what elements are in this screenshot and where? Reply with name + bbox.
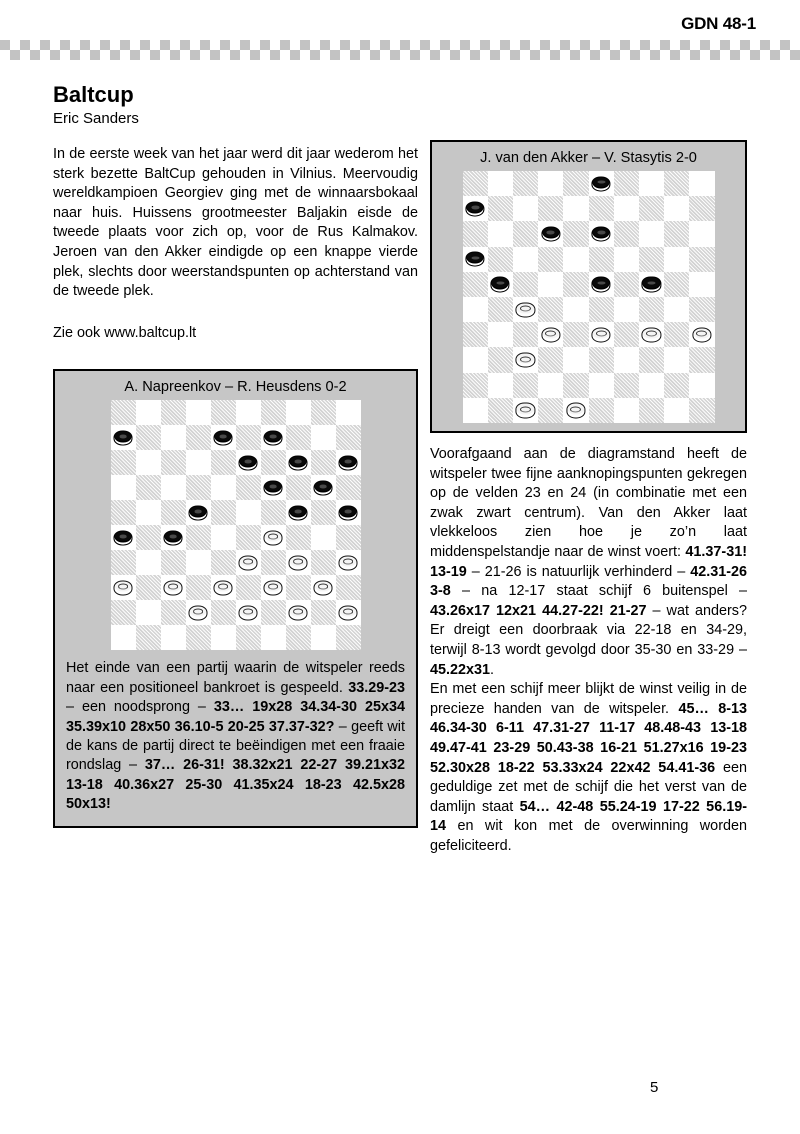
- board-square: [111, 550, 136, 575]
- board-square: [614, 297, 639, 322]
- board-square: [689, 297, 714, 322]
- rc-p2-text2: een geduldige zet met de schijf die het verst van de damlijn staat: [430, 759, 747, 815]
- board-square: [614, 322, 639, 347]
- board-square: [211, 425, 236, 450]
- board-square: [311, 550, 336, 575]
- board-square: [664, 322, 689, 347]
- white-piece: [289, 555, 308, 570]
- black-piece: [314, 480, 333, 495]
- board-square: [286, 550, 311, 575]
- white-piece: [541, 327, 560, 342]
- board-square: [286, 575, 311, 600]
- white-piece: [516, 352, 535, 367]
- board-square: [211, 400, 236, 425]
- board-square: [186, 475, 211, 500]
- left-diagram-caption: A. Napreenkov – R. Heusdens 0-2: [124, 379, 347, 396]
- white-piece: [516, 302, 535, 317]
- board-square: [286, 475, 311, 500]
- board-square: [563, 297, 588, 322]
- board-square: [664, 297, 689, 322]
- white-piece: [164, 580, 183, 595]
- board-square: [563, 398, 588, 423]
- board-square: [463, 247, 488, 272]
- right-diagram-caption: J. van den Akker – V. Stasytis 2-0: [480, 150, 697, 166]
- white-piece: [592, 327, 611, 342]
- board-square: [488, 373, 513, 398]
- board-square: [463, 347, 488, 372]
- rc-p2-text1: En met een schijf meer blijkt de winst veilig in de precieze handen van de witspeler.: [430, 681, 747, 717]
- board-square: [211, 500, 236, 525]
- board-square: [538, 171, 563, 196]
- board-square: [336, 525, 361, 550]
- board-square: [589, 171, 614, 196]
- board-square: [161, 600, 186, 625]
- right-commentary-paragraph-2: [430, 680, 747, 856]
- white-piece: [239, 605, 258, 620]
- board-square: [236, 550, 261, 575]
- left-comment-part3: – geeft wit de kans de partij direct te beëindigen met een fraaie rondslag –: [66, 718, 406, 774]
- board-square: [589, 196, 614, 221]
- board-square: [513, 398, 538, 423]
- board-square: [463, 373, 488, 398]
- board-square: [111, 450, 136, 475]
- board-square: [261, 400, 286, 425]
- board-square: [336, 450, 361, 475]
- board-square: [161, 475, 186, 500]
- board-square: [513, 272, 538, 297]
- page-title: Baltcup: [53, 82, 134, 107]
- black-piece: [642, 277, 661, 292]
- board-square: [161, 450, 186, 475]
- board-square: [336, 550, 361, 575]
- left-comment-part1: Het einde van een partij waarin de witspeler reeds naar een positioneel bankroet is gespeeld.: [66, 660, 405, 696]
- black-piece: [114, 530, 133, 545]
- black-piece: [114, 430, 133, 445]
- board-square: [311, 425, 336, 450]
- black-piece: [491, 277, 510, 292]
- board-square: [689, 196, 714, 221]
- board-square: [236, 575, 261, 600]
- rc-p1-moves4: 45.22x31: [430, 661, 491, 678]
- strip-row-bottom: [0, 50, 800, 60]
- board-square: [538, 373, 563, 398]
- white-piece: [339, 555, 358, 570]
- black-piece: [592, 226, 611, 241]
- board-square: [538, 247, 563, 272]
- board-square: [161, 500, 186, 525]
- left-comment-moves1: 33.29-23: [348, 679, 405, 696]
- board-square: [639, 347, 664, 372]
- board-square: [589, 221, 614, 246]
- rc-p1-moves3: 43.26x17 12x21 44.27-22! 21-27: [430, 602, 647, 619]
- board-square: [186, 450, 211, 475]
- board-square: [463, 398, 488, 423]
- board-square: [336, 575, 361, 600]
- board-square: [286, 450, 311, 475]
- board-square: [111, 500, 136, 525]
- left-diagram-commentary: [63, 650, 408, 817]
- board-square: [161, 525, 186, 550]
- rc-p1-moves1: 41.37-31! 13-19: [430, 543, 747, 580]
- board-square: [689, 322, 714, 347]
- board-square: [136, 475, 161, 500]
- board-square: [589, 347, 614, 372]
- board-square: [689, 272, 714, 297]
- black-piece: [289, 455, 308, 470]
- board-square: [261, 625, 286, 650]
- right-column: [430, 140, 747, 856]
- white-piece: [692, 327, 711, 342]
- board-square: [563, 247, 588, 272]
- rc-p1-text4: – wat anders? Er dreigt een doorbraak via 22-18 en 34-29, terwijl 8-13 wordt gevolgd door 35-30 en 33-29 –: [430, 602, 747, 658]
- board-square: [639, 398, 664, 423]
- board-square: [261, 575, 286, 600]
- board-square: [689, 347, 714, 372]
- left-comment-moves2: 33… 19x28 34.34-30 25x34 35.39x10 28x50 36.10-5 20-25 37.37-32?: [66, 699, 405, 735]
- board-square: [261, 500, 286, 525]
- spacer: [53, 343, 418, 369]
- board-square: [463, 272, 488, 297]
- board-square: [211, 550, 236, 575]
- white-piece: [339, 605, 358, 620]
- board-square: [589, 398, 614, 423]
- board-square: [161, 625, 186, 650]
- board-square: [211, 475, 236, 500]
- left-column: [53, 145, 418, 828]
- board-square: [136, 550, 161, 575]
- board-square: [261, 475, 286, 500]
- board-square: [664, 171, 689, 196]
- rc-p1-text5: .: [490, 661, 495, 678]
- draughts-board-right: [463, 171, 715, 423]
- board-square: [336, 400, 361, 425]
- board-square: [639, 247, 664, 272]
- board-square: [614, 347, 639, 372]
- board-square: [488, 171, 513, 196]
- board-square: [286, 425, 311, 450]
- white-piece: [516, 403, 535, 418]
- black-piece: [239, 455, 258, 470]
- board-square: [136, 400, 161, 425]
- right-board-wrap: [440, 171, 737, 423]
- white-piece: [566, 403, 585, 418]
- board-square: [261, 600, 286, 625]
- board-square: [286, 625, 311, 650]
- board-square: [614, 272, 639, 297]
- board-square: [538, 398, 563, 423]
- board-square: [186, 550, 211, 575]
- board-square: [563, 196, 588, 221]
- board-square: [161, 575, 186, 600]
- article-author: Eric Sanders: [53, 110, 139, 127]
- black-piece: [339, 505, 358, 520]
- board-square: [161, 550, 186, 575]
- board-square: [488, 297, 513, 322]
- board-square: [614, 247, 639, 272]
- white-piece: [289, 605, 308, 620]
- board-square: [161, 400, 186, 425]
- intro-paragraph: In de eerste week van het jaar werd dit jaar wederom het sterk bezette BaltCup gehouden in Vilnius. Meervoudig wereldkampioen Georgiev ging met de winnaarsbokaal naar huis. Huissens grootmeester Baljakin eisde de tweede plaats voor zich op, voor de Rus Kalmakov. Jeroen van den Akker eindigde op een knappe vierde plek, slechts door weerstandspunten op achterstand van de tweede plek.: [53, 146, 418, 300]
- board-square: [664, 196, 689, 221]
- spacer: [53, 302, 418, 324]
- right-commentary-paragraph-1: [430, 445, 747, 680]
- board-square: [186, 600, 211, 625]
- rc-p2-text3: en wit kon met de overwinning worden gefeliciteerd.: [430, 818, 747, 854]
- white-piece: [114, 580, 133, 595]
- board-square: [513, 373, 538, 398]
- board-square: [186, 400, 211, 425]
- white-piece: [239, 555, 258, 570]
- black-piece: [214, 430, 233, 445]
- board-square: [463, 196, 488, 221]
- board-square: [236, 500, 261, 525]
- board-square: [563, 373, 588, 398]
- board-square: [311, 525, 336, 550]
- board-square: [563, 272, 588, 297]
- board-square: [211, 575, 236, 600]
- black-piece: [264, 480, 283, 495]
- board-square: [488, 322, 513, 347]
- board-square: [336, 475, 361, 500]
- page-number: 5: [650, 1079, 659, 1096]
- board-square: [311, 450, 336, 475]
- board-square: [236, 600, 261, 625]
- board-square: [111, 600, 136, 625]
- board-square: [136, 600, 161, 625]
- board-square: [614, 171, 639, 196]
- board-square: [513, 247, 538, 272]
- board-square: [236, 525, 261, 550]
- left-comment-moves3: 37… 26-31! 38.32x21 22-27 39.21x32 13-18 40.36x27 25-30 41.35x24 18-23 42.5x28 50x13!: [66, 757, 405, 813]
- page-header: [0, 0, 800, 62]
- left-comment-part2: – een noodsprong –: [66, 699, 214, 716]
- black-piece: [541, 226, 560, 241]
- board-square: [211, 600, 236, 625]
- checkered-strip-icon: [0, 40, 800, 60]
- board-square: [513, 297, 538, 322]
- rc-p1-text1: Voorafgaand aan de diagramstand heeft de witspeler twee fijne aanknopingspunten gekregen op de velden 23 en 24 (in combinatie met een zwak zwart centrum). Van den Akker laat vlekkeloos zien hoe je zo’n laat middenspelstandje naar de winst voert:: [430, 446, 747, 560]
- board-square: [261, 450, 286, 475]
- board-square: [639, 171, 664, 196]
- board-square: [111, 625, 136, 650]
- board-square: [689, 247, 714, 272]
- black-piece: [164, 530, 183, 545]
- board-square: [639, 322, 664, 347]
- board-square: [664, 272, 689, 297]
- right-column-commentary: [430, 445, 747, 856]
- board-square: [211, 525, 236, 550]
- board-square: [311, 500, 336, 525]
- board-square: [639, 297, 664, 322]
- board-square: [538, 322, 563, 347]
- board-square: [261, 525, 286, 550]
- board-square: [311, 475, 336, 500]
- board-square: [513, 171, 538, 196]
- board-square: [589, 247, 614, 272]
- board-square: [261, 425, 286, 450]
- board-square: [463, 322, 488, 347]
- board-square: [111, 525, 136, 550]
- board-square: [311, 600, 336, 625]
- board-square: [136, 525, 161, 550]
- draughts-board-left: [111, 400, 361, 650]
- board-square: [689, 171, 714, 196]
- board-square: [236, 400, 261, 425]
- board-square: [136, 450, 161, 475]
- board-square: [186, 500, 211, 525]
- board-square: [336, 500, 361, 525]
- board-square: [563, 221, 588, 246]
- board-square: [463, 171, 488, 196]
- board-square: [664, 373, 689, 398]
- board-square: [563, 171, 588, 196]
- white-piece: [642, 327, 661, 342]
- board-square: [161, 425, 186, 450]
- board-square: [186, 425, 211, 450]
- black-piece: [339, 455, 358, 470]
- board-square: [614, 398, 639, 423]
- board-square: [286, 500, 311, 525]
- board-square: [513, 221, 538, 246]
- white-piece: [264, 580, 283, 595]
- board-square: [488, 221, 513, 246]
- black-piece: [264, 430, 283, 445]
- rc-p2-moves2: 54… 42-48 55.24-19 17-22 56.19-14: [430, 798, 747, 835]
- board-square: [261, 550, 286, 575]
- black-piece: [466, 252, 485, 267]
- board-square: [336, 625, 361, 650]
- board-square: [311, 400, 336, 425]
- white-piece: [214, 580, 233, 595]
- reference-line: Zie ook www.baltcup.lt: [53, 324, 197, 341]
- board-square: [664, 221, 689, 246]
- board-square: [111, 400, 136, 425]
- board-square: [236, 425, 261, 450]
- right-diagram-box: [430, 140, 747, 433]
- black-piece: [466, 201, 485, 216]
- board-square: [136, 425, 161, 450]
- board-square: [488, 247, 513, 272]
- board-square: [286, 400, 311, 425]
- black-piece: [592, 176, 611, 191]
- board-square: [689, 373, 714, 398]
- board-square: [186, 525, 211, 550]
- board-square: [664, 247, 689, 272]
- board-square: [513, 196, 538, 221]
- white-piece: [314, 580, 333, 595]
- board-square: [664, 398, 689, 423]
- board-square: [664, 347, 689, 372]
- board-square: [639, 196, 664, 221]
- board-square: [111, 425, 136, 450]
- board-square: [513, 347, 538, 372]
- board-square: [463, 221, 488, 246]
- board-square: [614, 373, 639, 398]
- board-square: [689, 398, 714, 423]
- board-square: [538, 297, 563, 322]
- issue-label: GDN 48-1: [681, 14, 756, 33]
- board-square: [136, 500, 161, 525]
- board-square: [538, 272, 563, 297]
- rc-p1-text3: – na 12-17 staat schijf 6 buitenspel –: [450, 583, 747, 600]
- board-square: [639, 272, 664, 297]
- board-square: [488, 398, 513, 423]
- board-square: [236, 450, 261, 475]
- board-square: [589, 373, 614, 398]
- board-square: [286, 600, 311, 625]
- board-square: [336, 600, 361, 625]
- board-square: [211, 450, 236, 475]
- board-square: [689, 221, 714, 246]
- board-square: [236, 475, 261, 500]
- rc-p2-moves1: 45… 8-13 46.34-30 6-11 47.31-27 11-17 48.48-43 13-18 49.47-41 23-29 50.43-38 16-21 51.27x16 19-23 52.30x28 18-22 53.33x24 22x42 54.41-36: [430, 700, 748, 776]
- board-square: [488, 196, 513, 221]
- board-square: [538, 347, 563, 372]
- board-square: [639, 221, 664, 246]
- black-piece: [592, 277, 611, 292]
- left-diagram-box: [53, 369, 418, 827]
- board-square: [286, 525, 311, 550]
- board-square: [136, 625, 161, 650]
- board-square: [614, 196, 639, 221]
- board-square: [186, 625, 211, 650]
- board-square: [589, 322, 614, 347]
- board-square: [336, 425, 361, 450]
- black-piece: [289, 505, 308, 520]
- board-square: [211, 625, 236, 650]
- board-square: [639, 373, 664, 398]
- board-square: [589, 297, 614, 322]
- board-square: [538, 221, 563, 246]
- board-square: [614, 221, 639, 246]
- rc-p1-text2: – 21-26 is natuurlijk verhinderd –: [466, 563, 691, 580]
- board-square: [538, 196, 563, 221]
- left-board-wrap: [63, 400, 408, 650]
- board-square: [311, 625, 336, 650]
- white-piece: [189, 605, 208, 620]
- board-square: [236, 625, 261, 650]
- board-square: [311, 575, 336, 600]
- board-square: [463, 297, 488, 322]
- black-piece: [189, 505, 208, 520]
- rc-p1-moves2: 42.31-26 3-8: [430, 563, 747, 600]
- board-square: [513, 322, 538, 347]
- board-square: [136, 575, 161, 600]
- board-square: [488, 272, 513, 297]
- white-piece: [264, 530, 283, 545]
- board-square: [111, 475, 136, 500]
- strip-row-top: [0, 40, 800, 50]
- board-square: [111, 575, 136, 600]
- board-square: [186, 575, 211, 600]
- board-square: [563, 347, 588, 372]
- board-square: [488, 347, 513, 372]
- board-square: [589, 272, 614, 297]
- board-square: [563, 322, 588, 347]
